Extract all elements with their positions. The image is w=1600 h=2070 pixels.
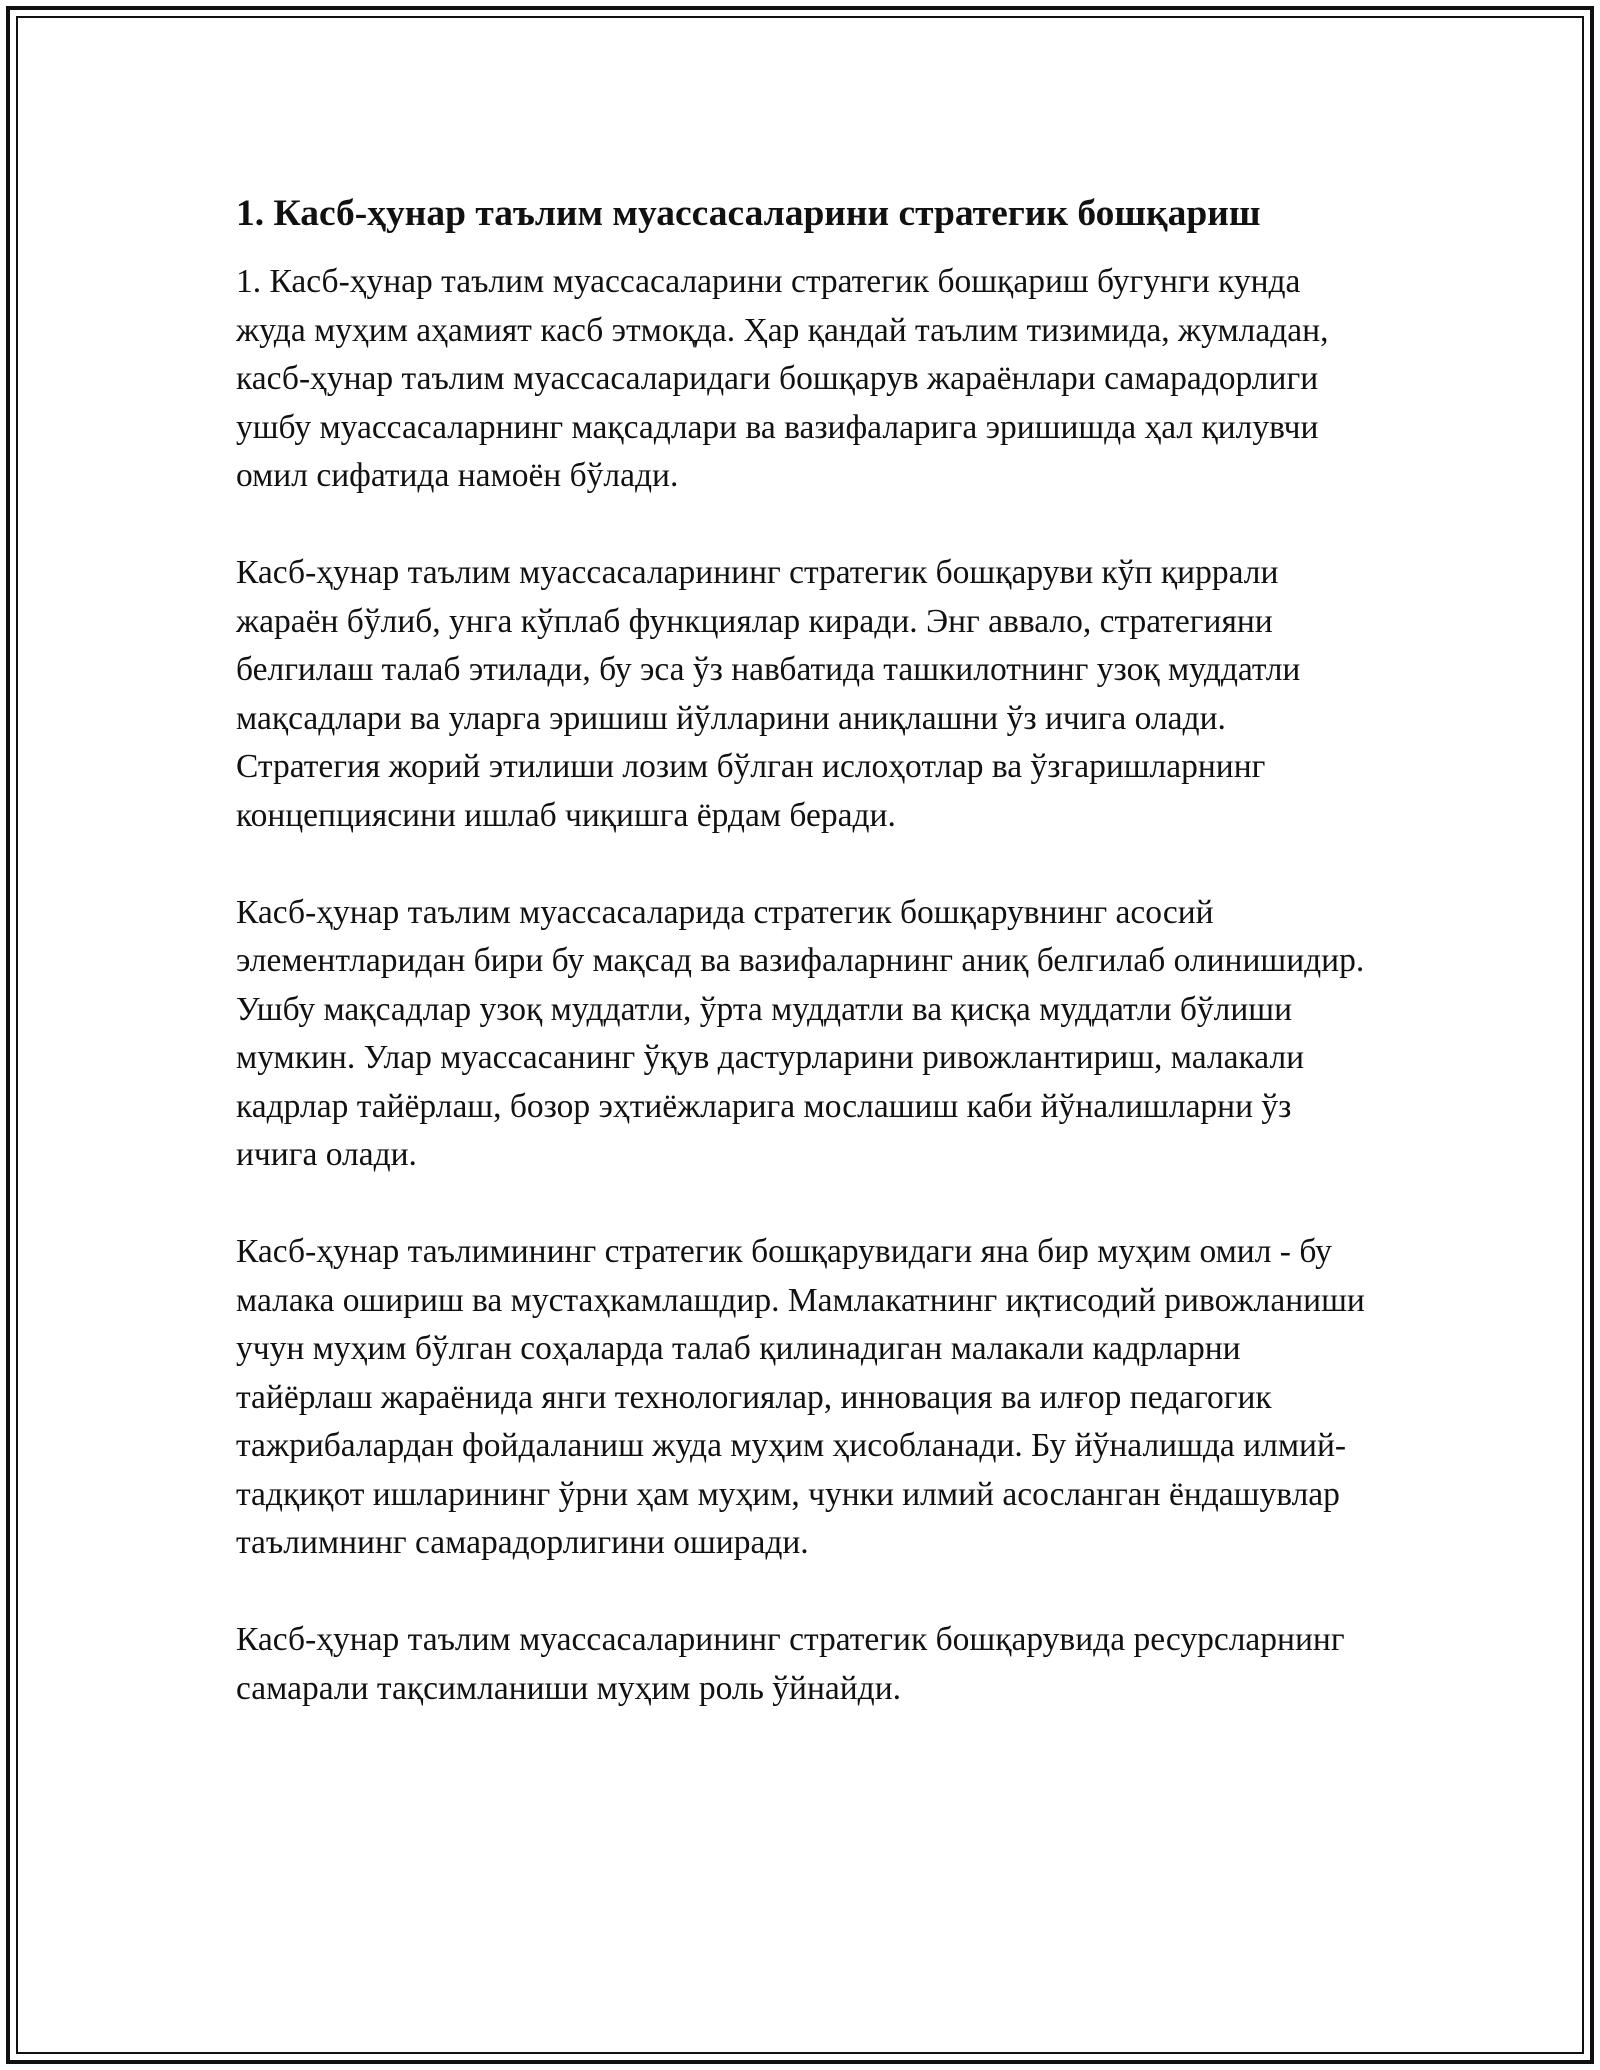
paragraph-2: Касб-ҳунар таълим муассасаларининг стратегик бошқаруви кўп қиррали жараён бўлиб, унга кўплаб функциялар киради. Энг аввало, стратегияни белгилаш талаб этилади, бу эса ўз навбатида ташкилотнинг узоқ муддатли мақсадлари ва уларга эришиш йўлларини аниқлашни ўз ичига олади. Стратегия жорий этилиши лозим бўлган ислоҳотлар ва ўзгаришларнинг концепциясини ишлаб чиқишга ёрдам беради. <box>236 554 1301 834</box>
document-title: 1. Касб-ҳунар таълим муассасаларини стратегик бошқариш <box>236 193 1261 234</box>
paragraph-3: Касб-ҳунар таълим муассасаларида стратегик бошқарувнинг асосий элементларидан бири бу мақсад ва вазифаларнинг аниқ белгилаб олинишидир. Ушбу мақсадлар узоқ муддатли, ўрта муддатли ва қисқа муддатли бўлиши мумкин. Улар муассасанинг ўқув дастурларини ривожлантириш, малакали кадрлар тайёрлаш, бозор эҳтиёжларига мослашиш каби йўналишларни ўз ичига олади. <box>236 893 1365 1173</box>
document-body <box>236 186 1366 1713</box>
paragraph-1: 1. Касб-ҳунар таълим муассасаларини стратегик бошқариш бугунги кунда жуда муҳим аҳамият касб этмоқда. Ҳар қандай таълим тизимида, жумладан, касб-ҳунар таълим муассасаларидаги бошқарув жараёнлари самарадорлиги ушбу муассасаларнинг мақсадлари ва вазифаларига эришишда ҳал қилувчи омил сифатида намоён бўлади. <box>236 263 1329 494</box>
paragraph-5: Касб-ҳунар таълим муассасаларининг стратегик бошқарувида ресурсларнинг самарали тақсимланиши муҳим роль ўйнайди. <box>236 1621 1345 1707</box>
paragraph-4: Касб-ҳунар таълимининг стратегик бошқарувидаги яна бир муҳим омил - бу малака ошириш ва мустаҳкамлашдир. Мамлакатнинг иқтисодий ривожланиши учун муҳим бўлган соҳаларда талаб қилинадиган малакали кадрларни тайёрлаш жараёнида янги технологиялар, инновация ва илғор педагогик тажрибалардан фойдаланиш жуда муҳим ҳисобланади. Бу йўналишда илмий-тадқиқот ишларининг ўрни ҳам муҳим, чунки илмий асосланган ёндашувлар таълимнинг самарадорлигини оширади. <box>236 1233 1365 1561</box>
